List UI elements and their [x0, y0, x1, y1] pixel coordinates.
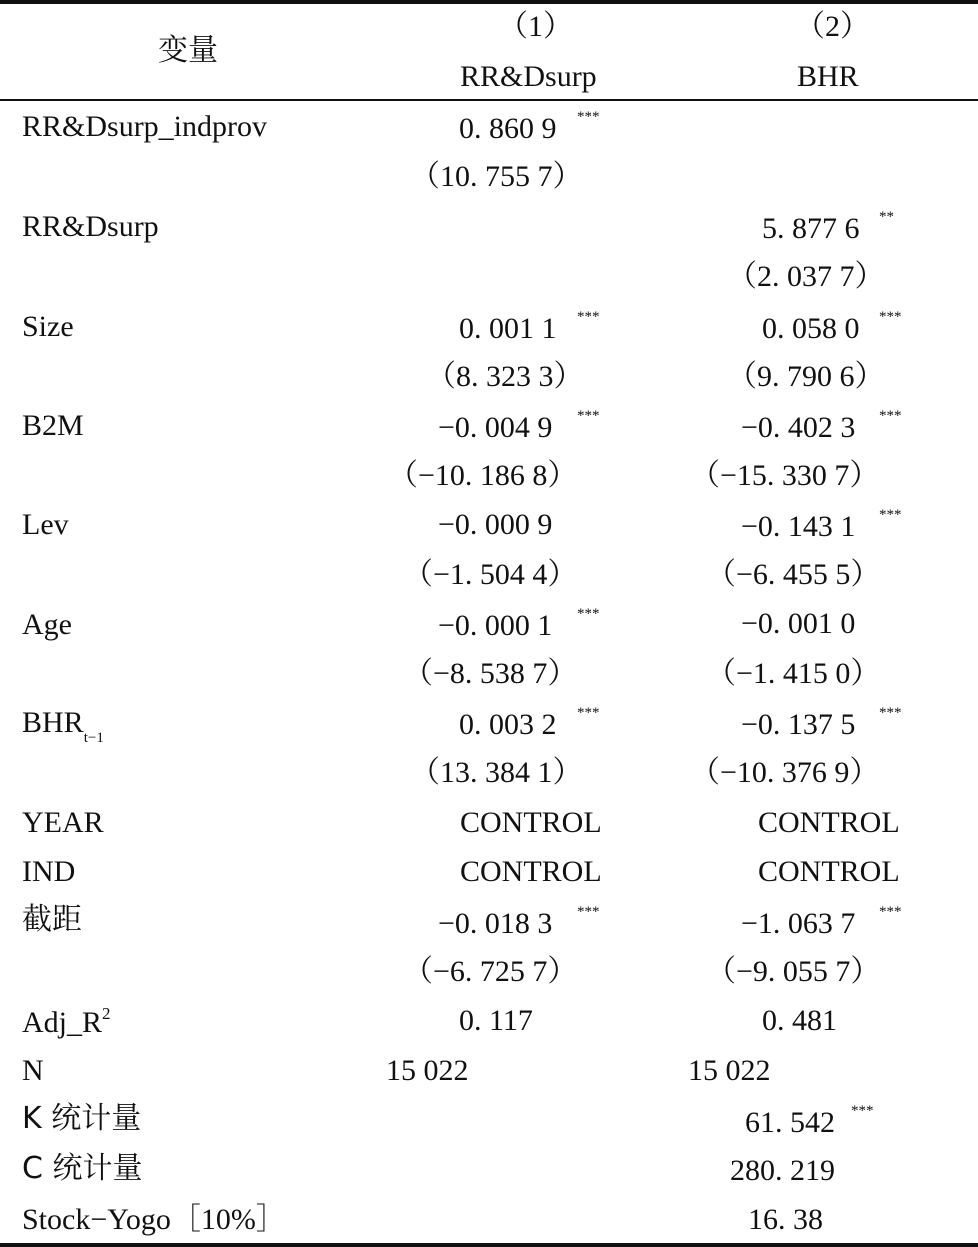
age-col1-star: ***	[577, 606, 600, 622]
size-col2-star: ***	[879, 309, 902, 325]
top-rule	[0, 0, 978, 4]
year-col1-value: CONTROL	[460, 806, 602, 839]
ind-col1-value: CONTROL	[460, 855, 602, 888]
indprov-col1-coef: 0. 860 9	[459, 112, 557, 145]
indprov-col1-tstat: （10. 755 7）	[410, 160, 583, 193]
row-label-size: Size	[22, 310, 74, 343]
header-col1-name: RR&Dsurp	[460, 60, 597, 93]
row-label-b2m: B2M	[22, 409, 84, 442]
intercept-col2-coef: −1. 063 7	[741, 907, 856, 940]
year-col2-value: CONTROL	[758, 806, 900, 839]
rrdsurp-col2-coef: 5. 877 6	[762, 212, 860, 245]
stock-yogo-col2-value: 16. 38	[748, 1203, 823, 1236]
n-col1-value: 15 022	[386, 1054, 469, 1087]
lev-col2-tstat: （−6. 455 5）	[706, 558, 881, 591]
bhr-col1-star: ***	[577, 705, 600, 721]
header-rule	[0, 99, 978, 101]
b2m-col2-tstat: （−15. 330 7）	[690, 459, 880, 492]
row-label-stock-yogo: Stock−Yogo［10%］	[22, 1203, 286, 1236]
size-col2-tstat: （9. 790 6）	[727, 360, 885, 393]
header-col2-name: BHR	[797, 60, 859, 93]
header-col2-number: （2）	[795, 10, 870, 43]
k-stat-col2-value: 61. 542	[745, 1106, 835, 1139]
row-label-lev: Lev	[22, 508, 69, 541]
row-label-rrdsurp: RR&Dsurp	[22, 210, 159, 243]
b2m-col2-coef: −0. 402 3	[741, 411, 856, 444]
row-label-year: YEAR	[22, 806, 104, 839]
intercept-col1-star: ***	[577, 904, 600, 920]
row-label-indprov: RR&Dsurp_indprov	[22, 110, 268, 143]
size-col1-star: ***	[577, 309, 600, 325]
lev-col1-tstat: （−1. 504 4）	[403, 558, 578, 591]
row-label-intercept: 截距	[22, 902, 82, 937]
row-label-age: Age	[22, 608, 72, 641]
intercept-col2-star: ***	[879, 904, 902, 920]
size-col2-coef: 0. 058 0	[762, 312, 860, 345]
row-label-adj-r2	[22, 1004, 111, 1042]
adj-r2-col1-value: 0. 117	[459, 1004, 533, 1037]
age-col2-tstat: （−1. 415 0）	[706, 657, 881, 690]
ind-col2-value: CONTROL	[758, 855, 900, 888]
adj-r2-label-text: Adj_R	[22, 1006, 103, 1039]
bhr-col2-coef: −0. 137 5	[741, 708, 856, 741]
lev-col2-coef: −0. 143 1	[741, 510, 856, 543]
rrdsurp-col2-star: **	[879, 209, 894, 225]
row-label-n: N	[22, 1054, 44, 1087]
age-col1-tstat: （−8. 538 7）	[403, 657, 578, 690]
bhr-col1-coef: 0. 003 2	[459, 708, 557, 741]
lev-col2-star: ***	[879, 507, 902, 523]
b2m-col2-star: ***	[879, 408, 902, 424]
intercept-col1-tstat: （−6. 725 7）	[403, 955, 578, 988]
row-label-c-stat: C 统计量	[22, 1151, 143, 1186]
intercept-col1-coef: −0. 018 3	[438, 907, 553, 940]
b2m-col1-star: ***	[577, 408, 600, 424]
adj-r2-label-superscript: 2	[102, 1004, 111, 1023]
b2m-col1-tstat: （−10. 186 8）	[388, 459, 578, 492]
age-col1-coef: −0. 000 1	[438, 609, 553, 642]
bhr-col1-tstat: （13. 384 1）	[410, 756, 583, 789]
size-col1-coef: 0. 001 1	[459, 312, 557, 345]
bottom-rule	[0, 1243, 978, 1247]
intercept-col2-tstat: （−9. 055 7）	[706, 955, 881, 988]
bhr-col2-star: ***	[879, 705, 902, 721]
header-variable: 变量	[158, 33, 218, 68]
bhr-label-text: BHR	[22, 706, 84, 739]
adj-r2-col2-value: 0. 481	[762, 1004, 837, 1037]
rrdsurp-col2-tstat: （2. 037 7）	[727, 260, 885, 293]
row-label-bhr-lag	[22, 706, 104, 746]
k-stat-col2-star: ***	[851, 1103, 874, 1119]
b2m-col1-coef: −0. 004 9	[438, 411, 553, 444]
bhr-col2-tstat: （−10. 376 9）	[690, 756, 880, 789]
bhr-label-subscript: t−1	[83, 730, 104, 746]
age-col2-coef: −0. 001 0	[741, 607, 856, 640]
n-col2-value: 15 022	[688, 1054, 771, 1087]
header-col1-number: （1）	[498, 10, 573, 43]
row-label-ind: IND	[22, 855, 76, 888]
indprov-col1-star: ***	[577, 109, 600, 125]
c-stat-col2-value: 280. 219	[730, 1154, 835, 1187]
lev-col1-coef: −0. 000 9	[438, 508, 553, 541]
row-label-k-stat: K 统计量	[22, 1101, 142, 1136]
size-col1-tstat: （8. 323 3）	[426, 360, 584, 393]
